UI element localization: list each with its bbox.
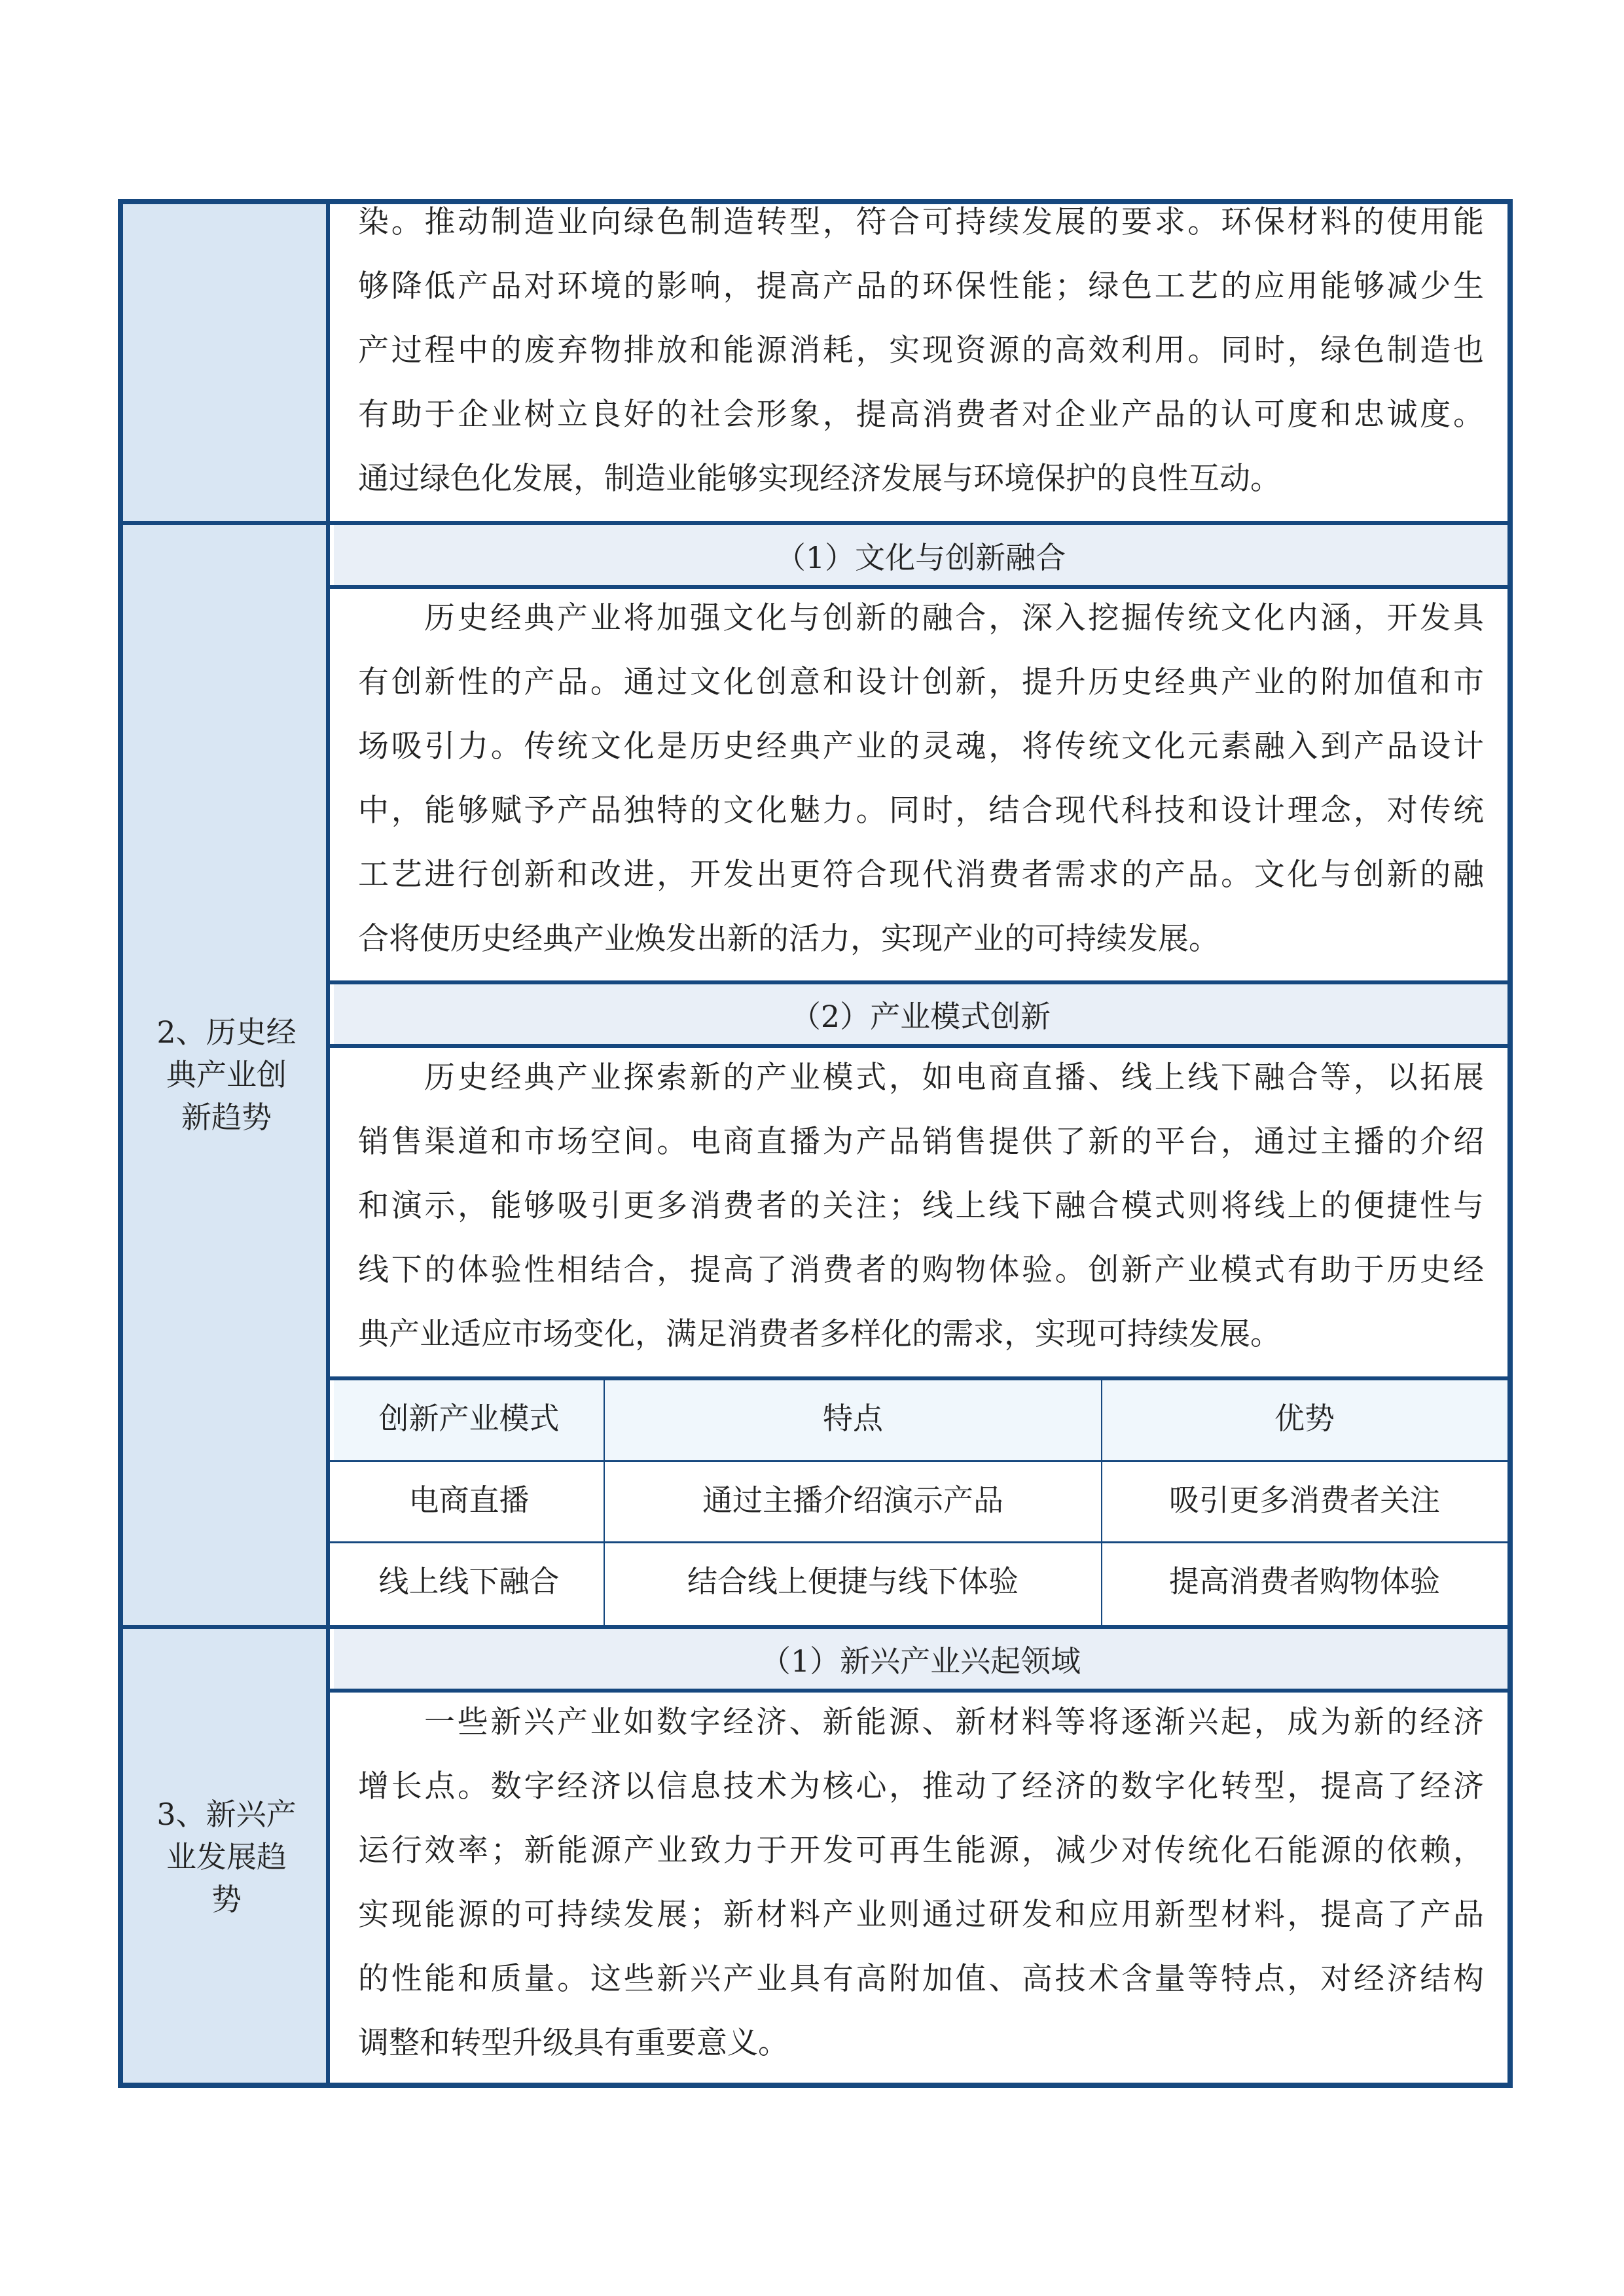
heading-text: （1）文化与创新融合: [775, 540, 1066, 575]
table-cell: 通过主播介绍演示产品: [702, 1482, 1003, 1518]
text-line: 典产业适应市场变化，满足消费者多样化的需求，实现可持续发展。: [358, 1316, 1281, 1352]
text-line: 合将使历史经典产业焕发出新的活力，实现产业的可持续发展。: [358, 921, 1219, 957]
text-line: 有创新性的产品。通过文化创意和设计创新，提升历史经典产业的附加值和市: [358, 664, 1484, 700]
text-line: 历史经典产业探索新的产业模式，如电商直播、线上线下融合等，以拓展: [424, 1060, 1484, 1096]
text-line: 历史经典产业将加强文化与创新的融合，深入挖掘传统文化内涵，开发具: [424, 600, 1484, 636]
text-line: 销售渠道和市场空间。电商直播为产品销售提供了新的平台，通过主播的介绍: [358, 1124, 1484, 1160]
table-frame: [118, 199, 1513, 2088]
table-header-cell: 优势: [1274, 1401, 1335, 1436]
table-cell: 电商直播: [408, 1482, 530, 1518]
text-line: 和演示，能够吸引更多消费者的关注；线上线下融合模式则将线上的便捷性与: [358, 1188, 1484, 1224]
text-line: 的性能和质量。这些新兴产业具有高附加值、高技术含量等特点，对经济结构: [358, 1961, 1484, 1997]
label-line: 势: [211, 1882, 242, 1917]
text-line: 染。推动制造业向绿色制造转型，符合可持续发展的要求。环保材料的使用能: [358, 204, 1484, 240]
text-line: 中，能够赋予产品独特的文化魅力。同时，结合现代科技和设计理念，对传统: [358, 793, 1484, 829]
label-line: 典产业创: [166, 1057, 287, 1092]
text-line: 产过程中的废弃物排放和能源消耗，实现资源的高效利用。同时，绿色制造也: [358, 332, 1484, 368]
table-cell: 结合线上便捷与线下体验: [687, 1564, 1019, 1599]
table-header-cell: 特点: [823, 1401, 883, 1436]
text-line: 实现能源的可持续发展；新材料产业则通过研发和应用新型材料，提高了产品: [358, 1897, 1484, 1933]
table-header-cell: 创新产业模式: [378, 1401, 560, 1436]
text-line: 线下的体验性相结合，提高了消费者的购物体验。创新产业模式有助于历史经: [358, 1252, 1484, 1288]
table-cell: 线上线下融合: [378, 1564, 560, 1599]
label-line: 业发展趋: [166, 1839, 287, 1874]
text-line: 通过绿色化发展，制造业能够实现经济发展与环境保护的良性互动。: [358, 461, 1281, 497]
table-cell: 吸引更多消费者关注: [1169, 1482, 1440, 1518]
heading-text: （2）产业模式创新: [790, 999, 1051, 1034]
label-line: 3、新兴产: [156, 1797, 297, 1832]
table-cell: 提高消费者购物体验: [1169, 1564, 1440, 1599]
label-line: 新趋势: [181, 1100, 272, 1135]
text-line: 增长点。数字经济以信息技术为核心，推动了经济的数字化转型，提高了经济: [358, 1768, 1484, 1804]
label-line: 2、历史经: [156, 1014, 297, 1050]
text-line: 调整和转型升级具有重要意义。: [358, 2025, 789, 2061]
text-line: 场吸引力。传统文化是历史经典产业的灵魂，将传统文化元素融入到产品设计: [358, 728, 1484, 764]
text-line: 运行效率；新能源产业致力于开发可再生能源，减少对传统化石能源的依赖，: [358, 1833, 1484, 1869]
text-line: 够降低产品对环境的影响，提高产品的环保性能；绿色工艺的应用能够减少生: [358, 268, 1484, 304]
text-line: 一些新兴产业如数字经济、新能源、新材料等将逐渐兴起，成为新的经济: [424, 1704, 1484, 1740]
heading-text: （1）新兴产业兴起领域: [760, 1643, 1081, 1679]
text-line: 工艺进行创新和改进，开发出更符合现代消费者需求的产品。文化与创新的融: [358, 857, 1484, 893]
text-line: 有助于企业树立良好的社会形象，提高消费者对企业产品的认可度和忠诚度。: [358, 397, 1484, 433]
